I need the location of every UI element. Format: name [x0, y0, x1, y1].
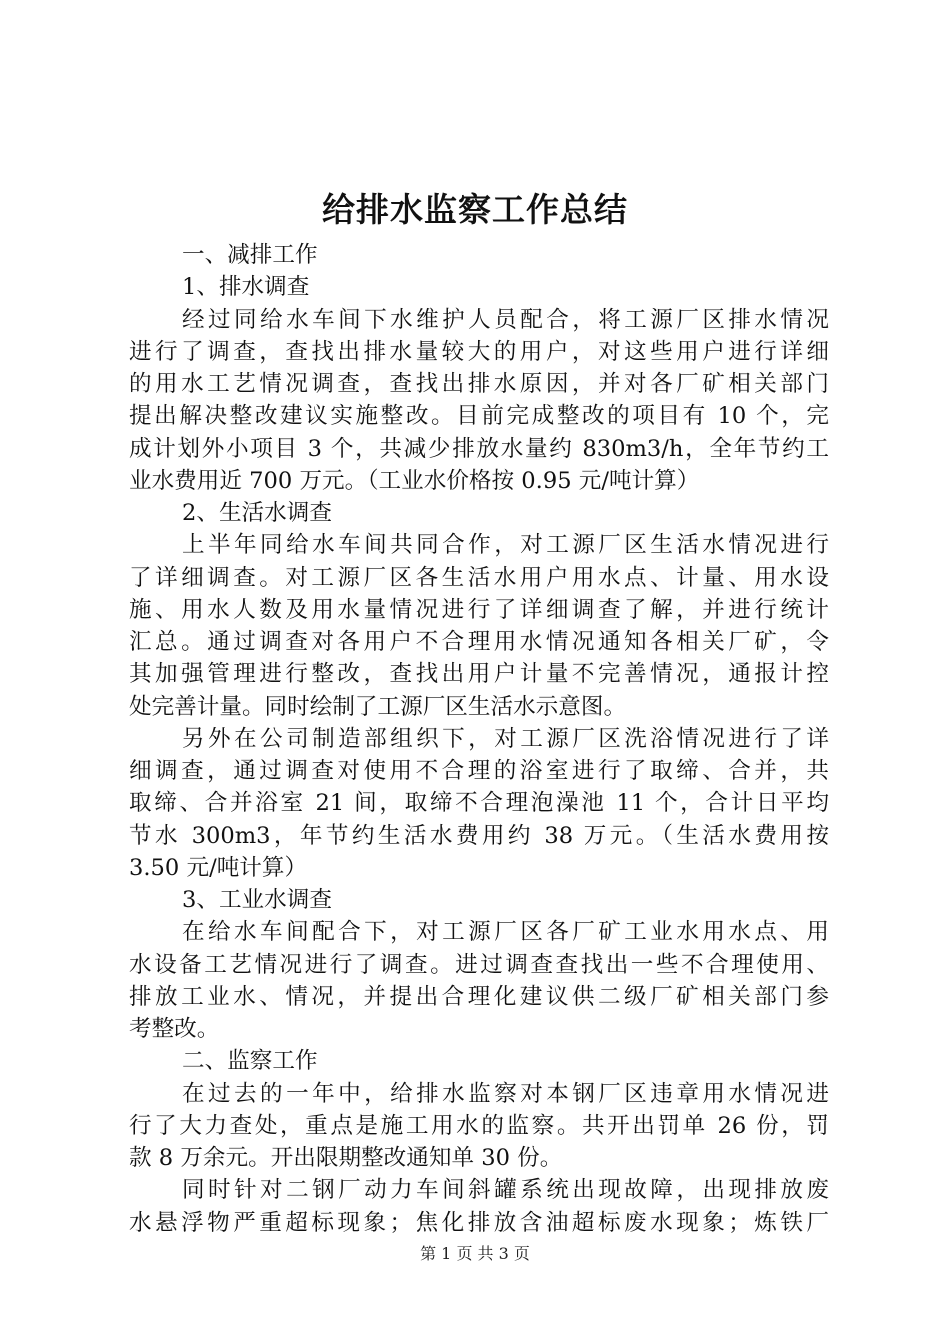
paragraph-line: 另外在公司制造部组织下，对工源厂区洗浴情况进行了详 — [182, 725, 829, 752]
paragraph-line: 取缔、合并浴室 21 间，取缔不合理泡澡池 11 个，合计日平均 — [129, 790, 829, 817]
paragraph-line: 成计划外小项目 3 个，共减少排放水量约 830m3/h，全年节约工 — [129, 435, 829, 462]
paragraph-line: 汇总。通过调查对各用户不合理用水情况通知各相关厂矿，令 — [129, 629, 829, 655]
paragraph-line: 排放工业水、情况，并提出合理化建议供二级厂矿相关部门参 — [129, 983, 829, 1010]
paragraph-line: 细调查，通过调查对使用不合理的浴室进行了取缔、合并，共 — [129, 758, 829, 784]
paragraph-line: 处完善计量。同时绘制了工源厂区生活水示意图。 — [129, 693, 627, 720]
paragraph-line: 行了大力查处，重点是施工用水的监察。共开出罚单 26 份，罚 — [129, 1112, 829, 1139]
document-title: 给排水监察工作总结 — [322, 190, 628, 229]
paragraph-line: 3.50 元/吨计算） — [129, 854, 308, 881]
paragraph-line: 水设备工艺情况进行了调查。进过调查查找出一些不合理使用、 — [129, 951, 829, 978]
document-body — [129, 239, 829, 1239]
section-heading-emission-reduction: 一、减排工作 — [182, 242, 318, 268]
paragraph-line: 考整改。 — [129, 1016, 220, 1042]
paragraph-line: 上半年同给水车间共同合作，对工源厂区生活水情况进行 — [182, 532, 829, 559]
subsection-heading-industrial-water-survey: 3、工业水调查 — [182, 887, 332, 913]
page-number-footer: 第 1 页 共 3 页 — [420, 1244, 530, 1263]
paragraph-line: 经过同给水车间下水维护人员配合，将工源厂区排水情况 — [182, 306, 829, 333]
paragraph-line: 款 8 万余元。开出限期整改通知单 30 份。 — [129, 1145, 563, 1171]
paragraph-line: 提出解决整改建议实施整改。目前完成整改的项目有 10 个，完 — [129, 403, 829, 430]
paragraph-line: 施、用水人数及用水量情况进行了详细调查了解，并进行统计 — [129, 596, 829, 623]
paragraph-line: 在给水车间配合下，对工源厂区各厂矿工业水用水点、用 — [182, 919, 829, 946]
paragraph-line: 进行了调查，查找出排水量较大的用户，对这些用户进行详细 — [129, 338, 829, 365]
paragraph-line: 业水费用近 700 万元。（工业水价格按 0.95 元/吨计算） — [129, 467, 700, 494]
paragraph-line: 的用水工艺情况调查，查找出排水原因，并对各厂矿相关部门 — [129, 371, 829, 397]
subsection-heading-drainage-survey: 1、排水调查 — [182, 274, 310, 301]
paragraph-line: 水悬浮物严重超标现象；焦化排放含油超标废水现象；炼铁厂 — [129, 1209, 829, 1236]
paragraph-line: 节水 300m3，年节约生活水费用约 38 万元。（生活水费用按 — [129, 822, 829, 849]
section-heading-supervision-work: 二、监察工作 — [182, 1048, 318, 1075]
paragraph-line: 了详细调查。对工源厂区各生活水用户用水点、计量、用水设 — [129, 564, 829, 591]
paragraph-line: 其加强管理进行整改，查找出用户计量不完善情况，通报计控 — [129, 661, 829, 688]
paragraph-line: 在过去的一年中，给排水监察对本钢厂区违章用水情况进 — [182, 1080, 829, 1107]
paragraph-line: 同时针对二钢厂动力车间斜罐系统出现故障，出现排放废 — [182, 1177, 829, 1204]
subsection-heading-domestic-water-survey: 2、生活水调查 — [182, 500, 332, 526]
